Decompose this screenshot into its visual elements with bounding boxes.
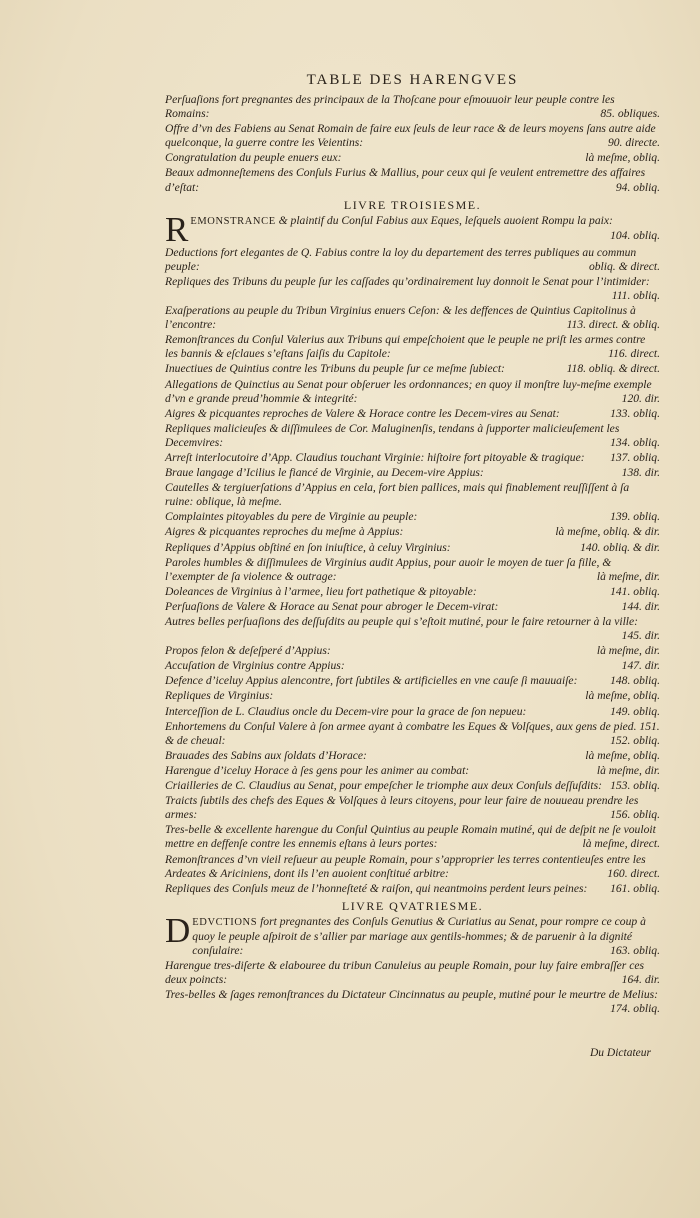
entry-reference: 133. obliq. (610, 406, 660, 420)
entry-text: Beaux admonneſtemens des Conſuls Furius & Mallius, pour ceux qui ſe veulent entremettre des affaires d’eſtat: (165, 166, 646, 194)
index-entry (165, 151, 660, 165)
entry-text: & plaintif du Conſul Fabius aux Eques, leſquels auoient Rompu la paix: (275, 213, 613, 227)
entry-reference: 174. obliq. (610, 1002, 660, 1016)
entry-reference: là meſme, obliq. & dir. (555, 525, 660, 539)
entry-reference: 104. obliq. (610, 228, 660, 242)
entry-text: Defence d’iceluy Appius alencontre, fort ſubtiles & artificielles en vne cauſe ſi mauuaiſe: (165, 674, 578, 688)
entry-reference: 139. obliq. (610, 510, 660, 524)
entry-text: Remonſtrances d’vn vieil reſueur au peuple Romain, pour s’approprier les terres contentieuſes entre les Ardeates & Ariciniens, dont ils l’en auoient conſtitué arbitre: (165, 852, 646, 880)
entry-reference: 94. obliq. (615, 180, 660, 194)
index-entry (165, 122, 660, 150)
entry-reference: 111. obliq. (611, 288, 660, 302)
entry-text: Interceſſion de L. Claudius oncle du Decem-vire pour la grace de ſon nepueu: (165, 704, 527, 718)
entry-text: Autres belles perſuaſions des deſſuſdits au peuple qui s’eſtoit mutiné, pour le faire retourner à la ville: (165, 615, 639, 628)
index-entry (165, 853, 660, 881)
page-title: TABLE DES HARENGVES (306, 72, 519, 88)
entry-text: Repliques de Virginius: (165, 689, 274, 703)
entry-reference: là meſme, direct. (582, 837, 660, 851)
entry-text: Tres-belles & ſages remonſtrances du Dictateur Cincinnatus au peuple, mutiné pour le meurtre de Melius: (165, 988, 658, 1002)
entry-text: Traicts ſubtils des chefs des Eques & Volſques à leurs citoyens, pour leur faire de nouueau prendre les armes: (165, 794, 639, 822)
index-entry-dropcap (165, 910, 660, 958)
index-content (165, 93, 660, 1016)
entry-text: Paroles humbles & diſſimulees de Virginius audit Appius, pour auoir le moyen de tuer ſa fille, & l’exempter de ſa violence & outrage: (165, 555, 612, 583)
index-entry (165, 615, 660, 643)
entry-text: Propos felon & deſeſperé d’Appius: (165, 644, 331, 658)
entry-reference: 113. direct. & obliq. (566, 318, 660, 332)
entry-text: fort pregnantes des Conſuls Genutius & Curiatius au Senat, pour rompre ce coup à quoy le peuple aſpiroit de s’allier par mariage aux gentils-hommes; & de paruenir à la dignité conſulaire: (192, 914, 646, 957)
section-heading: LIVRE TROISIESME. (343, 197, 482, 212)
index-entry (165, 362, 660, 376)
entry-reference: 134. obliq. (610, 435, 660, 449)
index-entry (165, 481, 660, 509)
index-entry (165, 720, 660, 748)
entry-reference: 164. dir. (621, 973, 660, 987)
entry-text: Perſuaſions de Valere & Horace au Senat pour abroger le Decem-virat: (165, 599, 499, 613)
index-entry (165, 988, 660, 1016)
entry-reference: obliq. & direct. (588, 259, 660, 273)
entry-text: Accuſation de Virginius contre Appius: (165, 659, 345, 673)
entry-text: Repliques d’Appius obſtiné en ſon iniuſtice, à celuy Virginius: (165, 540, 451, 554)
entry-reference: là meſme, obliq. (585, 748, 660, 762)
index-entry (165, 779, 660, 793)
entry-reference: 145. dir. (621, 629, 660, 643)
entry-text: Remonſtrances du Conſul Valerius aux Tribuns qui empeſchoient que le peuple ne priſt les armes contre les bannis & eſclaues s’eſtans ſaiſis du Capitole: (165, 333, 646, 361)
entry-reference: 156. obliq. (610, 808, 660, 822)
entry-reference: là meſme, dir. (596, 644, 660, 658)
entry-text: Repliques des Tribuns du peuple ſur les caſſades qu’ordinairement luy donnoit le Senat pour l’intimider: (165, 274, 650, 288)
index-page (165, 72, 660, 1017)
entry-text: Offre d’vn des Fabiens au Senat Romain de faire eux ſeuls de leur race & de leurs moyens ſans autre aide quelconque, la guerre contre les Veientins: (165, 122, 656, 150)
index-entry (165, 659, 660, 673)
entry-text: Doleances de Virginius à l’armee, lieu fort pathetique & pitoyable: (165, 584, 477, 598)
index-entry (165, 93, 660, 121)
index-entry (165, 749, 660, 763)
index-entry (165, 304, 660, 332)
entry-reference: 149. obliq. (610, 704, 660, 718)
entry-reference: 160. direct. (607, 866, 660, 880)
entry-text: Enhortemens du Conſul Valere à ſon armee ayant à combatre les Eques & Volſques, aux gens de pied. 151. & de cheual: (165, 719, 660, 747)
index-entry (165, 333, 660, 361)
entry-text: Criailleries de C. Claudius au Senat, pour empeſcher le triomphe aux deux Conſuls deſſuſdits: (165, 779, 602, 793)
entry-text: Harengue tres-diſerte & elabouree du tribun Canuleius au peuple Romain, pour luy faire embraſſer ces deux poincts: (165, 959, 645, 987)
index-entry (165, 541, 660, 555)
index-entry (165, 674, 660, 688)
index-entry (165, 644, 660, 658)
entry-text: Inuectiues de Quintius contre les Tribuns du peuple ſur ce meſme ſubiect: (165, 362, 505, 376)
index-entry (165, 705, 660, 719)
entry-text: Repliques des Conſuls meuz de l’honneſteté & raiſon, qui neantmoins perdent leurs peines: (165, 881, 588, 895)
index-entry (165, 764, 660, 778)
entry-text: Braue langage d’Icilius le fiancé de Virginie, au Decem-vire Appius: (165, 466, 484, 480)
entry-reference: 163. obliq. (610, 943, 660, 957)
index-entry (165, 959, 660, 987)
entry-text: Harengue d’iceluy Horace à ſes gens pour les animer au combat: (165, 763, 470, 777)
entry-reference: 152. obliq. (610, 733, 660, 747)
index-entry (165, 378, 660, 406)
entry-reference: 85. obliques. (600, 107, 660, 121)
index-entry (165, 882, 660, 896)
index-entry (165, 689, 660, 703)
entry-smallcaps: EDVCTIONS (192, 916, 258, 928)
catchword: Du Dictateur (590, 1047, 652, 1059)
entry-text: Cautelles & tergiuerſations d’Appius en cela, fort bien pallices, mais qui finablement reuſſiſſent à ſa ruine: oblique, là meſme. (165, 481, 630, 509)
entry-text: Arreſt interlocutoire d’App. Claudius touchant Virginie: hiſtoire fort pitoyable & tragique: (165, 450, 585, 464)
entry-text: Aigres & picquantes reproches de Valere & Horace contre les Decem-vires au Senat: (165, 406, 560, 420)
index-entry (165, 600, 660, 614)
entry-reference: 144. dir. (621, 599, 660, 613)
entry-reference: 147. dir. (621, 659, 660, 673)
index-entry (165, 422, 660, 450)
index-entry (165, 275, 660, 303)
entry-text: Tres-belle & excellente harengue du Conſul Quintius au peuple Romain mutiné, qui de deſpit ne ſe vouloit mettre en deffenſe contre les ennemis eſtans à leurs portes: (165, 823, 656, 851)
entry-reference: 118. obliq. & direct. (566, 362, 660, 376)
entry-text: Perſuaſions fort pregnantes des principaux de la Thoſcane pour eſmouuoir leur peuple contre les Romains: (165, 93, 615, 121)
entry-reference: 116. direct. (608, 347, 660, 361)
entry-text: Allegations de Quinctius au Senat pour obſeruer les ordonnances; en quoy il monſtre luy-meſme exemple d’vn e grande preud’hommie & integrité: (165, 377, 652, 405)
index-entry (165, 451, 660, 465)
entry-text: Brauades des Sabins aux ſoldats d’Horace: (165, 748, 367, 762)
entry-reference: 153. obliq. (610, 779, 660, 793)
entry-reference: là meſme, dir. (596, 763, 660, 777)
drop-cap-letter: R (165, 209, 189, 249)
entry-smallcaps: EMONSTRANCE (190, 215, 276, 227)
entry-text: Deductions fort elegantes de Q. Fabius contre la loy du departement des terres publiques au commun peuple: (165, 245, 637, 273)
entry-text: Complaintes pitoyables du pere de Virginie au peuple: (165, 510, 418, 524)
index-entry (165, 407, 660, 421)
entry-text: Congratulation du peuple enuers eux: (165, 151, 342, 165)
entry-reference: 141. obliq. (610, 584, 660, 598)
index-entry (165, 246, 660, 274)
index-entry (165, 166, 660, 194)
drop-cap-letter: D (165, 910, 191, 950)
entry-reference: 148. obliq. (610, 674, 660, 688)
index-entry (165, 556, 660, 584)
entry-reference: 161. obliq. (610, 881, 660, 895)
entry-text: Repliques malicieuſes & diſſimulees de Cor. Maluginenſis, tendans à ſupporter malicieuſement les Decemvires: (165, 421, 620, 449)
entry-reference: 120. dir. (621, 391, 660, 405)
entry-reference: là meſme, dir. (596, 569, 660, 583)
entry-reference: là meſme, obliq. (585, 151, 660, 165)
entry-reference: là meſme, obliq. (585, 689, 660, 703)
entry-reference: 90. directe. (607, 136, 660, 150)
index-entry (165, 466, 660, 480)
entry-reference: 138. dir. (621, 466, 660, 480)
index-entry (165, 510, 660, 524)
section-heading: LIVRE QVATRIESME. (341, 898, 484, 913)
entry-text: Aigres & picquantes reproches du meſme à Appius: (165, 525, 404, 539)
index-entry (165, 585, 660, 599)
entry-reference: 137. obliq. (610, 450, 660, 464)
index-entry (165, 823, 660, 851)
index-entry (165, 794, 660, 822)
entry-reference: 140. obliq. & dir. (580, 540, 660, 554)
entry-text: Exaſperations au peuple du Tribun Virginius enuers Ceſon: & les deffences de Quintius Capitolinus à l’encontre: (165, 304, 636, 332)
index-entry (165, 525, 660, 539)
index-entry-dropcap (165, 209, 660, 249)
